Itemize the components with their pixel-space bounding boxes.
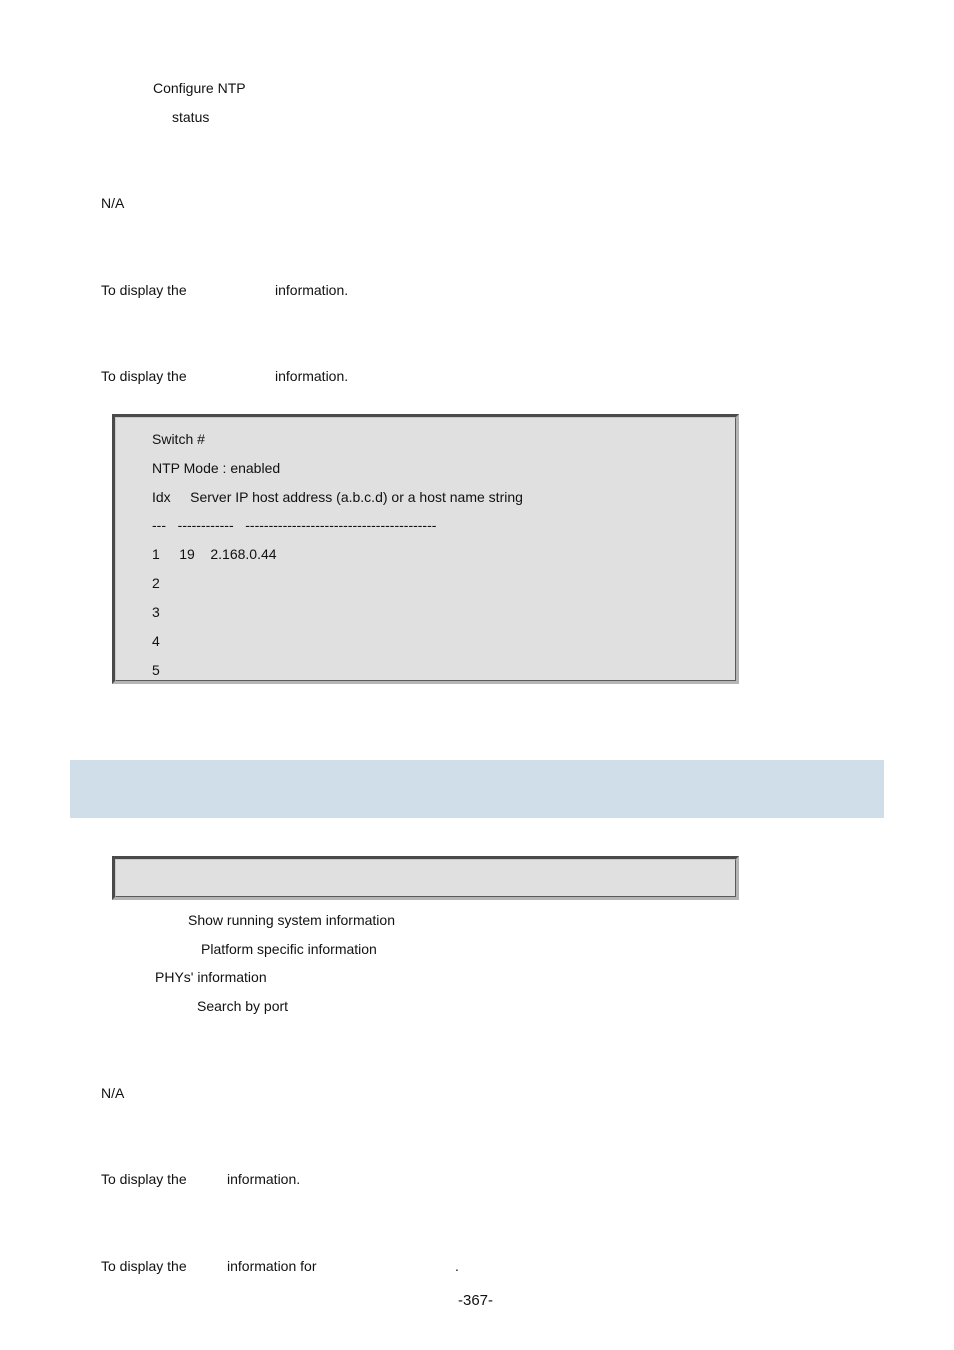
param-platform: Platform specific information [201,941,377,957]
example-suffix: information. [275,368,349,384]
usage-suffix-2: information. [227,1171,301,1187]
example-prefix: To display the [101,368,187,384]
param-status: status [172,109,210,125]
console-line: Switch # [152,431,205,447]
console-line: 4 [152,633,160,649]
param-configure-ntp: Configure NTP [153,80,246,96]
console-line: Idx Server IP host address (a.b.c.d) or a host name string [152,489,523,505]
param-phys: PHYs' information [155,969,267,985]
console-line: 5 [152,662,160,678]
console-line: 3 [152,604,160,620]
console-line: --- ------------ ----------------------------------------- [152,517,437,533]
syntax-box [112,856,739,900]
console-line: 2 [152,575,160,591]
default-value: N/A [101,195,125,211]
param-running-system: Show running system information [188,912,395,928]
usage-suffix: information. [275,282,349,298]
default-value-2: N/A [101,1085,125,1101]
console-line: NTP Mode : enabled [152,460,281,476]
section-heading-band [70,760,884,818]
example-middle-2: information for [227,1258,317,1274]
console-line: 1 19 2.168.0.44 [152,546,277,562]
usage-prefix-2: To display the [101,1171,187,1187]
param-search-by-port: Search by port [197,998,289,1014]
usage-prefix: To display the [101,282,187,298]
example-end-2: . [455,1258,459,1274]
page-number: -367- [458,1292,494,1309]
example-prefix-2: To display the [101,1258,187,1274]
